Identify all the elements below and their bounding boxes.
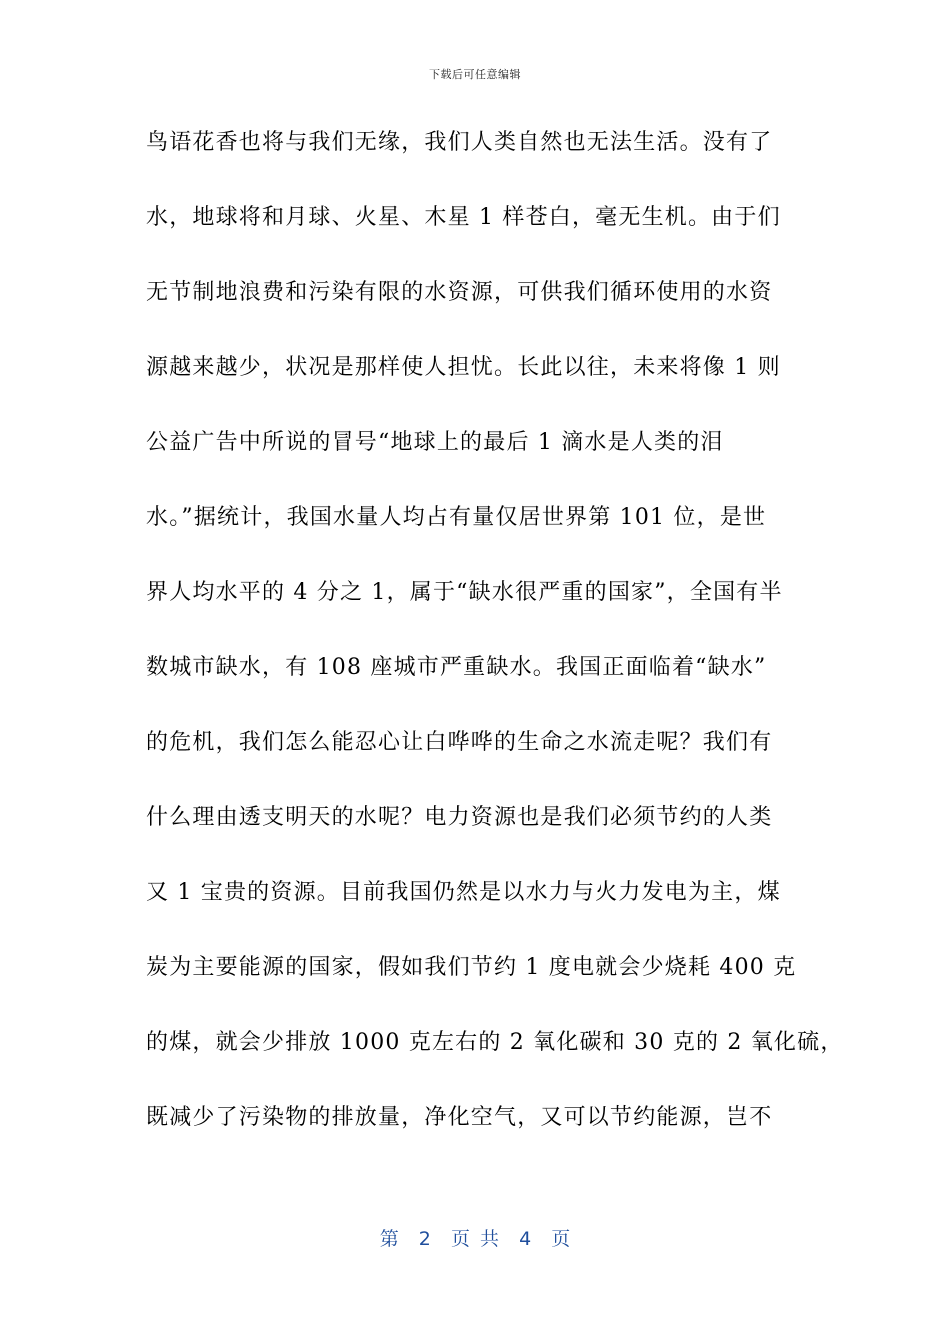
body-line: 界人均水平的 4 分之 1，属于“缺水很严重的国家”，全国有半 [146,580,783,605]
body-line: 无节制地浪费和污染有限的水资源，可供我们循环使用的水资 [146,280,773,305]
body-line: 水，地球将和月球、火星、木星 1 样苍白，毫无生机。由于们 [146,205,781,230]
body-line: 水。”据统计，我国水量人均占有量仅居世界第 101 位，是世 [146,505,767,530]
body-line: 什么理由透支明天的水呢？电力资源也是我们必须节约的人类 [146,805,773,830]
body-line: 的危机，我们怎么能忍心让白哗哗的生命之水流走呢？我们有 [146,730,773,755]
body-line: 源越来越少，状况是那样使人担忧。长此以往，未来将像 1 则 [146,355,781,380]
body-line: 的煤，就会少排放 1000 克左右的 2 氧化碳和 30 克的 2 氧化硫， [146,1030,844,1055]
body-line: 既减少了污染物的排放量，净化空气，又可以节约能源，岂不 [146,1105,773,1130]
body-line: 数城市缺水，有 108 座城市严重缺水。我国正面临着“缺水” [146,655,767,680]
page-number-text: 第 2 页 共 4 页 [379,1228,571,1250]
page-number-footer [0,1224,950,1251]
body-line: 鸟语花香也将与我们无缘，我们人类自然也无法生活。没有了 [146,130,773,155]
body-line: 又 1 宝贵的资源。目前我国仍然是以水力与火力发电为主，煤 [146,880,781,905]
page-header-note: 下载后可任意编辑 [429,68,521,81]
body-line: 公益广告中所说的冒号“地球上的最后 1 滴水是人类的泪 [146,430,724,455]
body-line: 炭为主要能源的国家，假如我们节约 1 度电就会少烧耗 400 克 [146,955,797,980]
